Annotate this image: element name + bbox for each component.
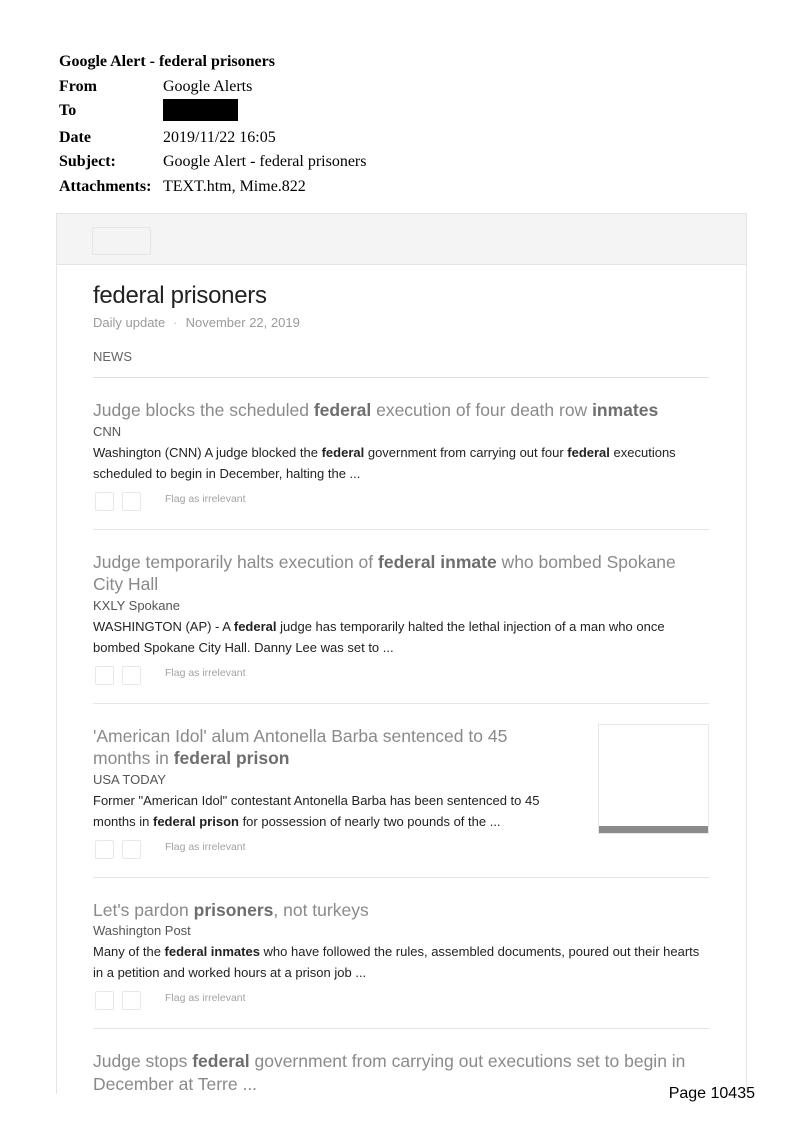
text-run: Former "American Idol" contestant Antonella Barba has been sentenced to 45 months in bbox=[93, 792, 540, 829]
news-snippet bbox=[93, 941, 709, 983]
alert-query-title: federal prisoners bbox=[93, 282, 267, 309]
highlight-term: federal bbox=[313, 400, 372, 420]
news-item-title-link[interactable] bbox=[93, 725, 548, 770]
from-value: Google Alerts bbox=[163, 77, 253, 95]
flag-irrelevant-link[interactable]: Flag as irrelevant bbox=[165, 840, 246, 853]
flag-irrelevant-link[interactable]: Flag as irrelevant bbox=[165, 492, 246, 505]
item-actions bbox=[93, 666, 709, 686]
email-fields bbox=[59, 75, 366, 200]
alert-subtitle bbox=[93, 315, 709, 330]
news-item bbox=[93, 878, 709, 1030]
news-item bbox=[93, 1029, 709, 1094]
share-icon-2[interactable] bbox=[122, 492, 141, 511]
alert-date: November 22, 2019 bbox=[185, 315, 300, 330]
news-thumbnail[interactable] bbox=[598, 724, 709, 834]
logo-placeholder bbox=[92, 227, 151, 255]
thumbnail-bar bbox=[599, 826, 708, 833]
date-row bbox=[59, 126, 366, 151]
subject-row bbox=[59, 150, 366, 175]
text-run: Let's pardon bbox=[93, 899, 194, 920]
news-source: Washington Post bbox=[93, 923, 191, 938]
news-item bbox=[93, 378, 709, 530]
news-source: USA TODAY bbox=[93, 771, 166, 787]
to-row bbox=[59, 99, 366, 126]
text-run: Judge stops bbox=[93, 1051, 193, 1071]
share-icon-2[interactable] bbox=[122, 840, 141, 859]
news-item-title-link[interactable] bbox=[93, 899, 709, 922]
card-header bbox=[57, 214, 746, 265]
subject-label: Subject: bbox=[59, 153, 116, 170]
redaction-box bbox=[163, 99, 238, 121]
section-label: NEWS bbox=[93, 349, 709, 378]
news-source: KXLY Spokane bbox=[93, 597, 180, 613]
news-source: CNN bbox=[93, 423, 122, 439]
news-snippet bbox=[93, 616, 709, 658]
highlight-term: prisoners bbox=[193, 899, 274, 920]
text-run: for possession of nearly two pounds of the ... bbox=[238, 813, 501, 829]
text-run: judge has temporarily halted the lethal injection of a man who once bombed Spokane City Hall. Danny Lee was set to ... bbox=[93, 618, 665, 655]
date-label: Date bbox=[59, 128, 91, 146]
text-run: Many of the bbox=[93, 944, 165, 959]
attachments-row bbox=[59, 175, 366, 200]
news-item-title-link[interactable] bbox=[93, 399, 709, 422]
news-snippet bbox=[93, 442, 709, 484]
text-run: Judge temporarily halts execution of bbox=[93, 551, 379, 572]
news-item bbox=[93, 530, 709, 704]
flag-irrelevant-link[interactable]: Flag as irrelevant bbox=[165, 666, 246, 679]
item-actions bbox=[93, 840, 709, 860]
text-run: who have followed the rules, assembled documents, poured out their hearts in a petition and worked hours at a prison job ... bbox=[93, 944, 700, 980]
to-label: To bbox=[59, 102, 77, 119]
alert-frequency: Daily update bbox=[93, 315, 166, 330]
separator-dot: · bbox=[173, 315, 178, 330]
text-run: Judge blocks the scheduled bbox=[93, 400, 314, 420]
news-item-title-link[interactable] bbox=[93, 1050, 709, 1094]
text-run: government from carrying out executions set to begin in December at Terre ... bbox=[93, 1051, 686, 1094]
share-icon[interactable] bbox=[95, 991, 114, 1010]
share-icon[interactable] bbox=[95, 840, 114, 859]
text-run: executions scheduled to begin in December, halting the ... bbox=[93, 444, 676, 481]
highlight-term: federal prison bbox=[173, 748, 290, 768]
highlight-term: federal bbox=[192, 1051, 250, 1071]
from-label: From bbox=[59, 77, 97, 95]
subject-value: Google Alert - federal prisoners bbox=[163, 153, 367, 170]
share-icon[interactable] bbox=[95, 492, 114, 511]
highlight-term: federal inmate bbox=[378, 551, 497, 572]
text-run: Washington (CNN) A judge blocked the bbox=[93, 444, 322, 460]
highlight-term: inmates bbox=[592, 400, 659, 420]
news-snippet bbox=[93, 790, 548, 832]
attachments-label: Attachments: bbox=[59, 177, 152, 195]
news-item-title-link[interactable] bbox=[93, 551, 709, 596]
from-row bbox=[59, 75, 366, 100]
news-list bbox=[93, 378, 709, 1094]
flag-irrelevant-link[interactable]: Flag as irrelevant bbox=[165, 992, 246, 1004]
highlight-term: federal bbox=[321, 444, 365, 460]
share-icon-2[interactable] bbox=[122, 991, 141, 1010]
highlight-term: federal inmates bbox=[164, 944, 260, 959]
to-value bbox=[163, 99, 366, 126]
highlight-term: federal prison bbox=[152, 813, 239, 829]
item-actions bbox=[93, 991, 709, 1011]
text-run: , not turkeys bbox=[273, 899, 369, 920]
highlight-term: federal bbox=[233, 618, 277, 634]
page-number: Page 10435 bbox=[668, 1085, 755, 1102]
item-actions bbox=[93, 492, 709, 512]
text-run: who bombed Spokane City Hall bbox=[93, 551, 676, 594]
text-run: 'American Idol' alum Antonella Barba sentenced to 45 months in bbox=[93, 725, 508, 768]
news-item bbox=[93, 704, 709, 878]
alert-content bbox=[93, 282, 709, 1094]
share-icon-2[interactable] bbox=[122, 666, 141, 685]
email-header bbox=[59, 50, 366, 199]
alert-card bbox=[56, 213, 747, 1094]
text-run: government from carrying out four bbox=[364, 444, 568, 460]
highlight-term: federal bbox=[567, 444, 610, 460]
text-run: execution of four death row bbox=[371, 400, 593, 420]
email-title: Google Alert - federal prisoners bbox=[59, 53, 275, 70]
date-value: 2019/11/22 16:05 bbox=[163, 128, 276, 146]
attachments-value: TEXT.htm, Mime.822 bbox=[163, 177, 306, 195]
share-icon[interactable] bbox=[95, 666, 114, 685]
text-run: WASHINGTON (AP) - A bbox=[93, 618, 234, 634]
